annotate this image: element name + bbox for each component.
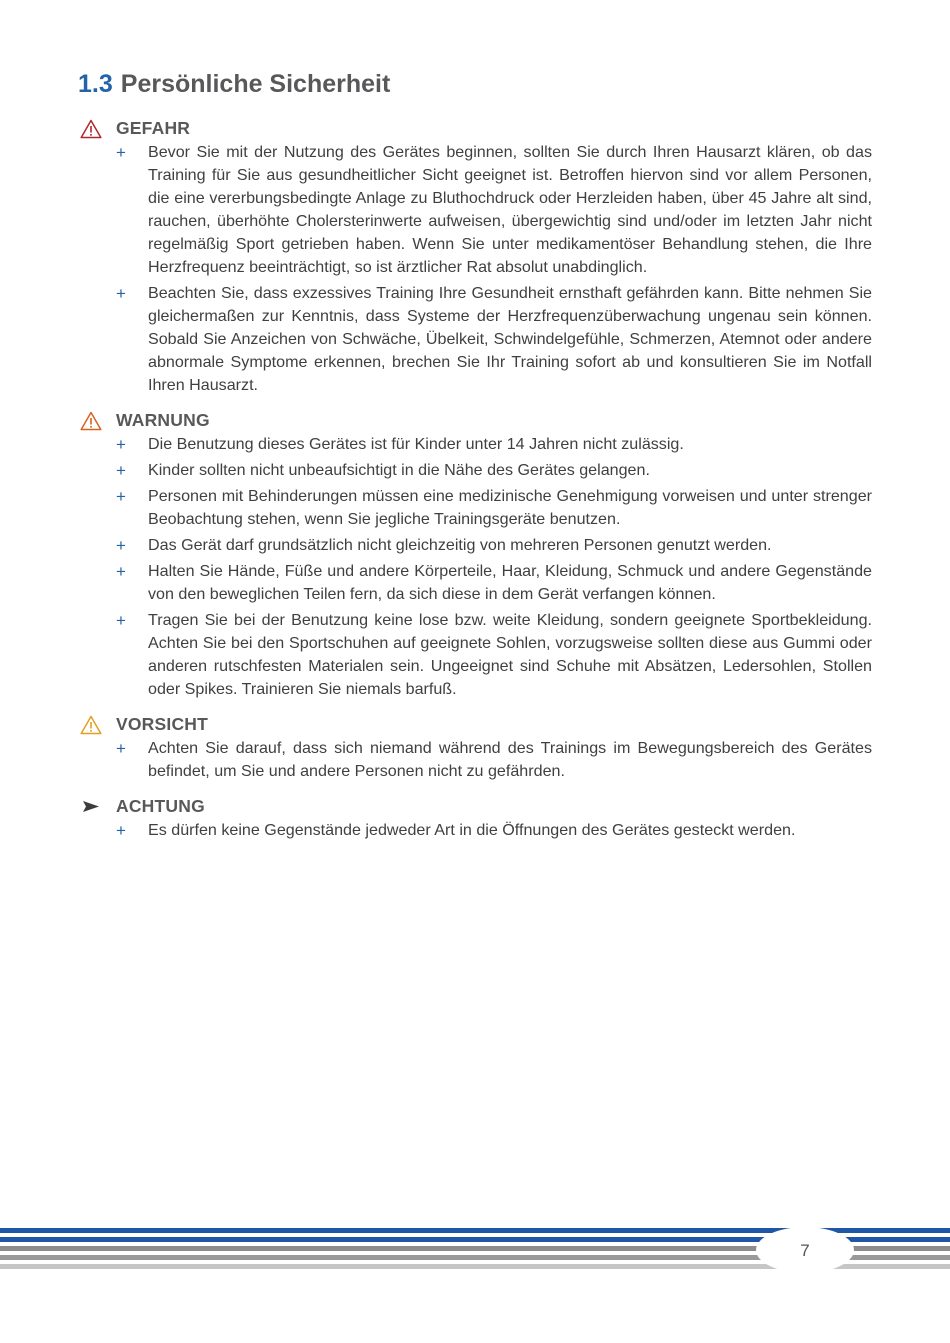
- plus-icon: +: [116, 143, 126, 162]
- section-label: WARNUNG: [116, 410, 210, 430]
- list-item-text: Achten Sie darauf, dass sich niemand während des Trainings im Bewegungsbereich des Gerätes befindet, um Sie und andere Personen nicht zu gefährden.: [148, 739, 872, 780]
- list-item: [78, 609, 872, 701]
- section-header: [78, 410, 872, 433]
- list-item-text: Es dürfen keine Gegenstände jedweder Art in die Öffnungen des Gerätes gesteckt werden.: [148, 821, 796, 839]
- plus-icon: +: [116, 487, 126, 506]
- list-item-text: Tragen Sie bei der Benutzung keine lose bzw. weite Kleidung, sondern geeignete Sportbekleidung. Achten Sie bei den Sportschuhen auf geeignete Sohlen, vorzugsweise sollten diese aus Gummi oder anderen rutschfesten Materialen sein. Ungeeignet sind Schuhe mit Absätzen, Ledersohlen, Stollen oder Spikes. Trainieren Sie niemals barfuß.: [148, 611, 872, 698]
- list-item-text: Personen mit Behinderungen müssen eine medizinische Genehmigung vorweisen und unter strenger Beobachtung stehen, wenn Sie jegliche Trainingsgeräte benutzen.: [148, 487, 872, 528]
- list-item-text: Bevor Sie mit der Nutzung des Gerätes beginnen, sollten Sie durch Ihren Hausarzt klären, ob das Training für Sie aus gesundheitlicher Sicht geeignet ist. Betroffen hiervon sind vor allem Personen, die eine vererbungsbedingte Anlage zu Bluthochdruck oder Herzleiden haben, über 45 Jahre alt sind, rauchen, überhöhte Cholersterinwerte aufweisen, übergewichtig sind und/oder im letzten Jahr nicht regelmäßig Sport getrieben haben. Wenn Sie unter medikamentöser Behandlung stehen, die Ihre Herzfrequenz beeinträchtigt, so ist ärztlicher Rat absolut unabdinglich.: [148, 143, 872, 276]
- warning-triangle-icon: [80, 411, 102, 431]
- plus-icon: +: [116, 821, 126, 840]
- section-title: Persönliche Sicherheit: [120, 70, 391, 98]
- section-header: [78, 714, 872, 737]
- list-item: [78, 534, 872, 557]
- list-item: [78, 459, 872, 482]
- plus-icon: +: [116, 435, 126, 454]
- list-item-text: Kinder sollten nicht unbeaufsichtigt in die Nähe des Gerätes gelangen.: [148, 461, 650, 479]
- plus-icon: +: [116, 562, 126, 581]
- section-gefahr: [78, 118, 872, 397]
- section-header: [78, 118, 872, 141]
- list-item: [78, 485, 872, 531]
- plus-icon: +: [116, 611, 126, 630]
- section-vorsicht: [78, 714, 872, 783]
- section-number: 1.3: [78, 70, 113, 98]
- plus-icon: +: [116, 739, 126, 758]
- section-label: ACHTUNG: [116, 796, 205, 816]
- list-item: [78, 819, 872, 842]
- page-number: 7: [800, 1241, 810, 1260]
- list-item-text: Halten Sie Hände, Füße und andere Körperteile, Haar, Kleidung, Schmuck und andere Gegenstände von den beweglichen Teilen fern, da sich diese in dem Gerät verfangen können.: [148, 562, 872, 603]
- section-label: VORSICHT: [116, 714, 209, 734]
- list-item: [78, 141, 872, 279]
- safety-content: [78, 118, 872, 855]
- plus-icon: +: [116, 536, 126, 555]
- warning-triangle-icon: [80, 119, 102, 139]
- list-item: [78, 282, 872, 397]
- plus-icon: +: [116, 284, 126, 303]
- pointer-arrow-icon: [80, 797, 102, 817]
- section-label: GEFAHR: [116, 118, 191, 138]
- list-item-text: Die Benutzung dieses Gerätes ist für Kinder unter 14 Jahren nicht zulässig.: [148, 435, 684, 453]
- plus-icon: +: [116, 461, 126, 480]
- section-header: [78, 796, 872, 819]
- list-item-text: Das Gerät darf grundsätzlich nicht gleichzeitig von mehreren Personen genutzt werden.: [148, 536, 772, 554]
- warning-triangle-icon: [80, 715, 102, 735]
- list-item: [78, 560, 872, 606]
- section-warnung: [78, 410, 872, 701]
- list-item-text: Beachten Sie, dass exzessives Training Ihre Gesundheit ernsthaft gefährden kann. Bitte nehmen Sie gleichermaßen zur Kenntnis, dass Systeme der Herzfrequenzüberwachung ungenau sein können. Sobald Sie Anzeichen von Schwäche, Übelkeit, Schwindelgefühle, Schmerzen, Atemnot oder andere abnormale Symptome erkennen, brechen Sie Ihr Training sofort ab und konsultieren Sie im Notfall Ihren Hausarzt.: [148, 284, 872, 394]
- list-item: [78, 433, 872, 456]
- list-item: [78, 737, 872, 783]
- section-achtung: [78, 796, 872, 842]
- page-title: [78, 70, 390, 99]
